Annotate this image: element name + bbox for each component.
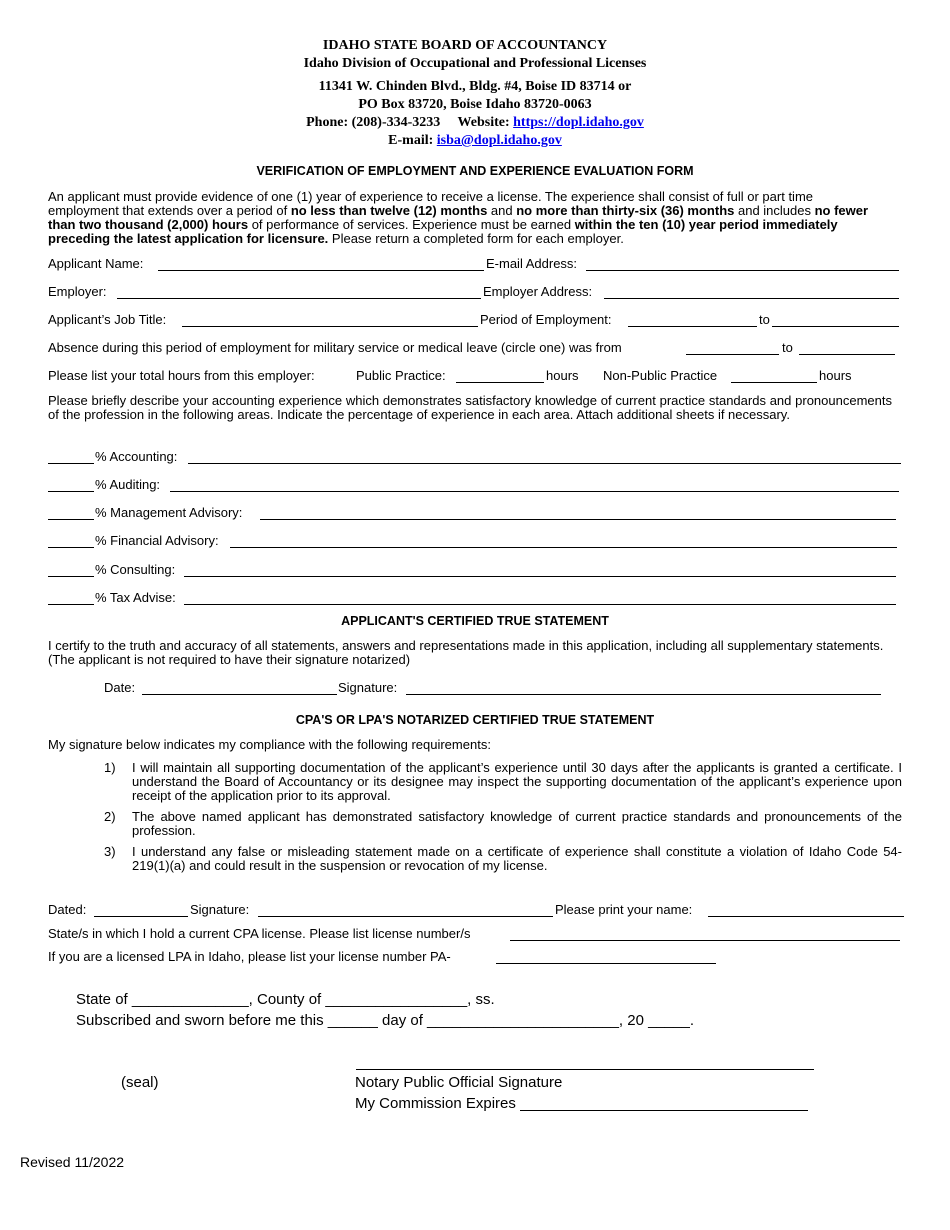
cpa-states-field[interactable]: [510, 940, 900, 941]
applicant-date-label: Date:: [104, 680, 136, 695]
describe-paragraph: Please briefly describe your accounting experience which demonstrates satisfactory knowledge of current practice standards and pronouncements of the profession in the following areas. Indicate the percentage of experience in each area. Attach additional sheets if necessary.: [48, 393, 892, 422]
intro-bold-2: no more than thirty-six (36) months: [516, 203, 735, 218]
phone-website-line: [0, 114, 950, 132]
revised-date: Revised 11/2022: [20, 1154, 125, 1170]
org-name-text: IDAHO STATE BOARD OF ACCOUNTANCY: [322, 38, 608, 53]
cpa-statement-intro: My signature below indicates my compliance with the following requirements:: [48, 737, 491, 752]
cpa-states-label: State/s in which I hold a current CPA license. Please list license number/s: [48, 926, 471, 941]
area-percent-field[interactable]: [48, 604, 94, 605]
area-description-field[interactable]: [170, 491, 899, 492]
requirement-text: I will maintain all supporting documentation of the applicant’s experience until 30 days after the applicants is granted a certificate. I understand the Board of Accountancy or its designee may inspect the supporting documentation of the applicant’s experience upon receipt of the application prior to its approval.: [132, 760, 902, 803]
area-label-accounting: % Accounting:: [95, 449, 178, 464]
requirement-item: [104, 810, 902, 840]
area-label-management-advisory: % Management Advisory:: [95, 505, 243, 520]
job-title-label: Applicant’s Job Title:: [48, 312, 167, 327]
area-description-field[interactable]: [184, 604, 896, 605]
area-label-auditing: % Auditing:: [95, 477, 161, 492]
website-link[interactable]: https://dopl.idaho.gov: [513, 115, 644, 130]
email-address-field[interactable]: [586, 270, 899, 271]
cpa-signature-field[interactable]: [258, 916, 553, 917]
area-label-tax-advise: % Tax Advise:: [95, 590, 176, 605]
lpa-label: If you are a licensed LPA in Idaho, please list your license number PA-: [48, 949, 451, 964]
non-public-hours-field[interactable]: [731, 382, 817, 383]
cpa-print-name-label: Please print your name:: [555, 902, 693, 917]
area-description-field[interactable]: [230, 547, 897, 548]
cpa-print-name-field[interactable]: [708, 916, 904, 917]
period-from-field[interactable]: [628, 326, 757, 327]
address-line-2: PO Box 83720, Boise Idaho 83720-0063: [358, 97, 592, 112]
period-to-field[interactable]: [772, 326, 899, 327]
applicant-date-field[interactable]: [142, 694, 337, 695]
cpa-dated-label: Dated:: [48, 902, 87, 917]
hours-intro-label: Please list your total hours from this employer:: [48, 368, 315, 383]
division-name: Idaho Division of Occupational and Professional Licenses: [303, 56, 647, 71]
email-address-label: E-mail Address:: [486, 256, 578, 271]
applicant-name-label: Applicant Name:: [48, 256, 144, 271]
email-line: [0, 132, 950, 150]
intro-text-2: and: [487, 203, 517, 218]
employer-field[interactable]: [117, 298, 481, 299]
commission-expires-field[interactable]: [520, 1110, 808, 1111]
area-description-field[interactable]: [260, 519, 896, 520]
form-title: VERIFICATION OF EMPLOYMENT AND EXPERIENCE EVALUATION FORM: [256, 164, 694, 178]
cpa-statement-title: CPA'S OR LPA'S NOTARIZED CERTIFIED TRUE STATEMENT: [295, 713, 655, 727]
notary-official-signature-label: Notary Public Official Signature: [355, 1074, 563, 1091]
employer-label: Employer:: [48, 284, 107, 299]
public-hours-unit: hours: [546, 368, 579, 383]
area-percent-field[interactable]: [48, 519, 94, 520]
employer-address-field[interactable]: [604, 298, 899, 299]
absence-to-field[interactable]: [799, 354, 895, 355]
requirement-item: [104, 845, 902, 875]
non-public-practice-label: Non-Public Practice: [603, 368, 718, 383]
cpa-dated-field[interactable]: [94, 916, 188, 917]
period-label: Period of Employment:: [480, 312, 612, 327]
intro-text-3: and includes: [734, 203, 815, 218]
absence-label: Absence during this period of employment for military service or medical leave (circle one) was from: [48, 340, 622, 355]
area-description-field[interactable]: [188, 463, 901, 464]
website-label: Website:: [457, 115, 510, 130]
public-practice-label: Public Practice:: [356, 368, 446, 383]
address-line-1: 11341 W. Chinden Blvd., Bldg. #4, Boise ID 83714 or: [318, 79, 632, 94]
applicant-name-field[interactable]: [158, 270, 484, 271]
area-label-consulting: % Consulting:: [95, 562, 176, 577]
requirement-number: 2): [104, 809, 116, 824]
requirement-text: I understand any false or misleading statement made on a certificate of experience shall constitute a violation of Idaho Code 54-219(1)(a) and could result in the suspension or revocation of my license.: [132, 844, 902, 873]
public-practice-hours-field[interactable]: [456, 382, 544, 383]
area-label-financial-advisory: % Financial Advisory:: [95, 533, 219, 548]
notary-state-county-line: State of ______________, County of _________________, ss.: [76, 991, 495, 1008]
requirement-number: 3): [104, 844, 116, 859]
requirement-number: 1): [104, 760, 116, 775]
cpa-signature-label: Signature:: [190, 902, 250, 917]
notary-sworn-line: Subscribed and sworn before me this ______ day of _______________________, 20 _____.: [76, 1012, 694, 1029]
lpa-license-field[interactable]: [496, 963, 716, 964]
intro-paragraph: [48, 190, 886, 246]
area-percent-field[interactable]: [48, 547, 94, 548]
applicant-statement-text: I certify to the truth and accuracy of all statements, answers and representations made in this application, including all supplementary statements. (The applicant is not required to have their signature notarized): [48, 638, 884, 667]
area-percent-field[interactable]: [48, 576, 94, 577]
notary-seal: (seal): [121, 1074, 159, 1091]
applicant-statement-title: APPLICANT'S CERTIFIED TRUE STATEMENT: [341, 614, 609, 628]
area-percent-field[interactable]: [48, 491, 94, 492]
applicant-signature-field[interactable]: [406, 694, 881, 695]
job-title-field[interactable]: [182, 326, 478, 327]
intro-text-4: of performance of services. Experience must be earned: [248, 217, 575, 232]
intro-text-5: Please return a completed form for each employer.: [328, 231, 624, 246]
notary-signature-line[interactable]: [356, 1069, 814, 1070]
intro-bold-4: within the ten (10) year period immediately preceding the latest application for licensure.: [48, 217, 838, 246]
intro-text-1: An applicant must provide evidence of one (1) year of experience to receive a license. The experience shall consist of full or part time employment that extends over a period of: [48, 189, 814, 218]
org-name: [0, 37, 950, 55]
email-link[interactable]: isba@dopl.idaho.gov: [436, 133, 562, 148]
area-description-field[interactable]: [184, 576, 896, 577]
absence-from-field[interactable]: [686, 354, 779, 355]
intro-bold-1: no less than twelve (12) months: [290, 203, 488, 218]
period-to-label: to: [759, 312, 770, 327]
non-public-hours-unit: hours: [819, 368, 852, 383]
commission-expires-label: My Commission Expires: [355, 1095, 516, 1112]
employer-address-label: Employer Address:: [483, 284, 593, 299]
intro-bold-3: no fewer than two thousand (2,000) hours: [48, 203, 869, 232]
applicant-signature-label: Signature:: [338, 680, 398, 695]
email-label: E-mail:: [388, 133, 434, 148]
phone: Phone: (208)-334-3233: [306, 115, 441, 130]
absence-to-label: to: [782, 340, 793, 355]
requirement-text: The above named applicant has demonstrated satisfactory knowledge of current practice standards and pronouncements of the profession.: [132, 809, 902, 838]
area-percent-field[interactable]: [48, 463, 94, 464]
requirement-item: [104, 761, 902, 805]
